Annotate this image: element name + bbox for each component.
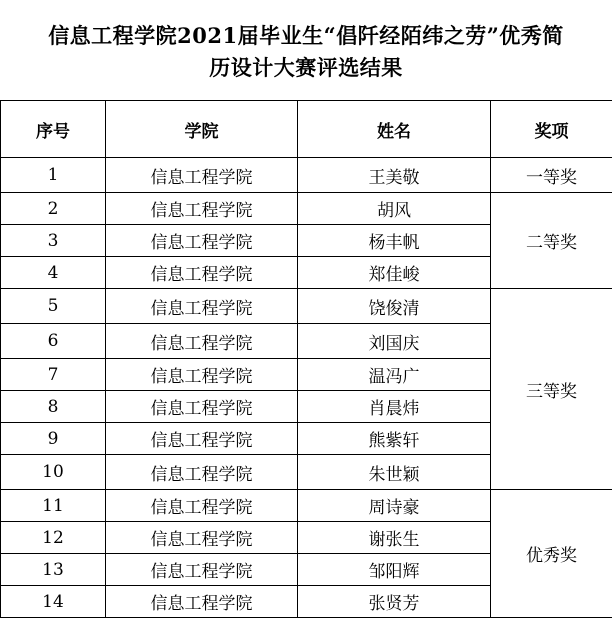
award-third: 三等奖: [491, 289, 612, 490]
title-line-1: 信息工程学院2021届毕业生“倡阡经陌纬之劳”优秀简: [48, 23, 564, 48]
cell-seq: 3: [1, 225, 106, 257]
cell-college: 信息工程学院: [106, 522, 298, 554]
cell-name: 周诗豪: [298, 490, 491, 522]
header-seq: 序号: [1, 101, 106, 158]
header-award: 奖项: [491, 101, 612, 158]
cell-seq: 6: [1, 324, 106, 359]
cell-seq: 9: [1, 423, 106, 455]
award-second: 二等奖: [491, 193, 612, 289]
cell-college: 信息工程学院: [106, 423, 298, 455]
header-row: [1, 101, 612, 158]
cell-name: 郑佳峻: [298, 257, 491, 289]
cell-seq: 8: [1, 391, 106, 423]
award-honorable: 优秀奖: [491, 490, 612, 618]
table-row: [1, 289, 612, 324]
cell-name: 谢张生: [298, 522, 491, 554]
cell-seq: 2: [1, 193, 106, 225]
cell-seq: 4: [1, 257, 106, 289]
cell-name: 饶俊清: [298, 289, 491, 324]
cell-seq: 14: [1, 586, 106, 618]
cell-seq: 1: [1, 158, 106, 193]
cell-name: 邹阳辉: [298, 554, 491, 586]
document-title: [0, 20, 612, 84]
cell-college: 信息工程学院: [106, 225, 298, 257]
cell-college: 信息工程学院: [106, 158, 298, 193]
cell-seq: 13: [1, 554, 106, 586]
award-first: 一等奖: [491, 158, 612, 193]
cell-name: 温冯广: [298, 359, 491, 391]
table-row: [1, 490, 612, 522]
cell-name: 肖晨炜: [298, 391, 491, 423]
cell-college: 信息工程学院: [106, 391, 298, 423]
cell-college: 信息工程学院: [106, 455, 298, 490]
title-line-2: 历设计大赛评选结果: [209, 55, 403, 80]
cell-college: 信息工程学院: [106, 586, 298, 618]
cell-college: 信息工程学院: [106, 193, 298, 225]
table-row: [1, 158, 612, 193]
header-name: 姓名: [298, 101, 491, 158]
cell-college: 信息工程学院: [106, 359, 298, 391]
cell-seq: 7: [1, 359, 106, 391]
cell-college: 信息工程学院: [106, 554, 298, 586]
cell-seq: 11: [1, 490, 106, 522]
cell-name: 朱世颖: [298, 455, 491, 490]
cell-name: 张贤芳: [298, 586, 491, 618]
cell-seq: 12: [1, 522, 106, 554]
cell-seq: 5: [1, 289, 106, 324]
cell-college: 信息工程学院: [106, 324, 298, 359]
results-table: [0, 100, 612, 618]
cell-name: 王美敬: [298, 158, 491, 193]
table-row: [1, 193, 612, 225]
cell-name: 刘国庆: [298, 324, 491, 359]
cell-college: 信息工程学院: [106, 490, 298, 522]
cell-name: 熊紫轩: [298, 423, 491, 455]
cell-college: 信息工程学院: [106, 257, 298, 289]
cell-college: 信息工程学院: [106, 289, 298, 324]
cell-seq: 10: [1, 455, 106, 490]
cell-name: 杨丰帆: [298, 225, 491, 257]
cell-name: 胡风: [298, 193, 491, 225]
header-college: 学院: [106, 101, 298, 158]
